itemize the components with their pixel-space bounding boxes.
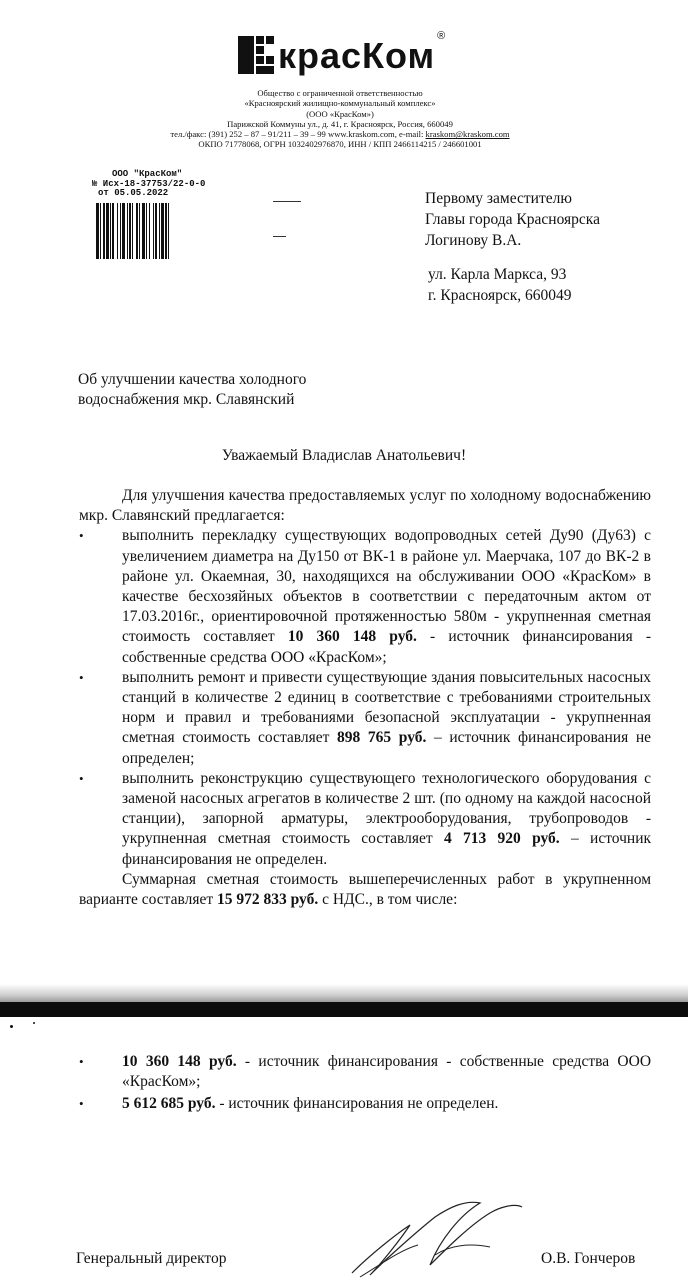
salutation: Уважаемый Владислав Анатольевич! <box>221 447 467 464</box>
org-line: (ООО «КрасКом») <box>306 108 374 119</box>
item-text: - источник финансирования - собственные средства ООО «КрасКом»; <box>122 1053 652 1091</box>
org-line: Общество с ограниченной ответственностью <box>257 88 423 98</box>
barcode-bar <box>169 203 171 259</box>
page2-list <box>79 1052 651 1115</box>
organization-requisites <box>150 88 530 150</box>
stamp-org: ООО "КрасКом" <box>112 169 183 179</box>
item-amount: 5 612 685 руб. <box>122 1095 216 1113</box>
scan-speck <box>10 1025 13 1028</box>
item-text: выполнить ремонт и привести существующие здания повысительных насосных станций в количестве 2 единиц в соответствие с требованиями строительных норм и правил и требованиями безопасной эксплуатации - укрупненная сметная стоимость составляет <box>122 668 651 747</box>
bullet-icon: • <box>79 1054 84 1069</box>
item-text: - источник финансирования - собственные средства ООО «КрасКом»; <box>122 628 652 666</box>
bullet-icon: • <box>79 528 84 544</box>
addressee-address <box>428 264 572 306</box>
blank-line <box>273 201 301 202</box>
summary-text: с НДС., в том числе: <box>322 891 458 909</box>
addressee-block <box>425 188 600 251</box>
list-item <box>79 1052 651 1092</box>
stamp-date: от 05.05.2022 <box>98 188 169 199</box>
bullet-icon: • <box>79 1096 84 1112</box>
item-text: – источник финансирования не определен. <box>122 830 652 868</box>
handwritten-signature <box>340 1195 540 1280</box>
scan-speck <box>33 1022 35 1024</box>
signer-name: О.В. Гончеров <box>541 1250 636 1267</box>
org-contacts <box>150 129 530 139</box>
page-separator <box>0 1002 688 1017</box>
item-text: выполнить реконструкцию существующего технологического оборудования с заменой насосных агрегатов в количестве 2 шт. (по одному на каждой насосной станции), запорной арматуры, электрооборудования, трубопроводов - укрупненная сметная стоимость составляет <box>122 769 651 848</box>
list-item <box>79 526 651 667</box>
logo-mark-icon <box>238 36 276 74</box>
bullet-icon: • <box>79 669 84 685</box>
barcode <box>96 203 214 259</box>
letter-subject <box>78 370 306 410</box>
registered-mark: ® <box>437 30 446 42</box>
company-logo <box>238 30 446 76</box>
org-line: ОКПО 71778068, ОГРН 1032402976870, ИНН / КПП 2466114215 / 246601001 <box>198 139 482 150</box>
addressee-name: Логинову В.А. <box>425 232 522 249</box>
org-line: «Красноярский жилищно-коммунальный комплекс» <box>244 98 436 109</box>
intro-paragraph: Для улучшения качества предоставляемых услуг по холодному водоснабжению мкр. Славянский предлагается: <box>79 487 651 525</box>
item-amount: 4 713 920 руб. <box>443 830 560 848</box>
addressee-position: Первому заместителю <box>425 190 572 207</box>
blank-line <box>273 236 286 237</box>
item-text: – источник финансирования не определен; <box>122 729 651 767</box>
letter-body <box>79 486 651 910</box>
summary-amount: 15 972 833 руб. <box>217 891 319 909</box>
addressee-position: Главы города Красноярска <box>425 211 600 228</box>
address-street: ул. Карла Маркса, 93 <box>428 266 567 283</box>
page-gap-shadow <box>0 984 688 1002</box>
address-city: г. Красноярск, 660049 <box>428 287 572 304</box>
bullet-icon: • <box>79 770 84 786</box>
logo-text: красКом <box>278 35 436 76</box>
org-email-link[interactable]: kraskom@kraskom.com <box>425 129 510 140</box>
item-text: выполнить перекладку существующих водопроводных сетей Ду90 (Ду63) с увеличением диаметра на Ду150 от ВК-1 в районе ул. Маерчака, 107 до ВК-2 в районе ул. Окаемная, 30, находящихся на обслуживании ООО «КрасКом» в качестве бесхозяйных объектов в соответствии с передаточным актом от 17.03.2016г., ориентировочной протяженностью 580м - укрупненная сметная стоимость составляет <box>122 527 651 646</box>
subject-line: Об улучшении качества холодного <box>78 371 307 388</box>
item-amount: 10 360 148 руб. <box>287 628 417 646</box>
item-amount: 898 765 руб. <box>337 729 427 747</box>
summary-text: Суммарная сметная стоимость вышеперечисленных работ в укрупненном варианте составляет <box>79 870 651 909</box>
stamp-number: № Исх-18-37753/22-0-0 <box>92 178 206 189</box>
item-amount: 10 360 148 руб. <box>122 1053 237 1070</box>
org-phone: тел./факс: (391) 252 – 87 – 91/211 – 39 – 99 www.kraskom.com, e-mail: <box>170 129 424 140</box>
signer-title: Генеральный директор <box>76 1250 227 1267</box>
list-item <box>79 1094 651 1114</box>
list-item <box>79 668 651 769</box>
summary-paragraph <box>79 870 651 910</box>
list-item <box>79 769 651 870</box>
subject-line: водоснабжения мкр. Славянский <box>78 391 295 408</box>
registration-stamp <box>92 170 205 199</box>
org-line: Парижской Коммуны ул., д. 41, г. Красноярск, Россия, 660049 <box>227 118 453 129</box>
item-text: - источник финансирования не определен. <box>219 1095 499 1113</box>
